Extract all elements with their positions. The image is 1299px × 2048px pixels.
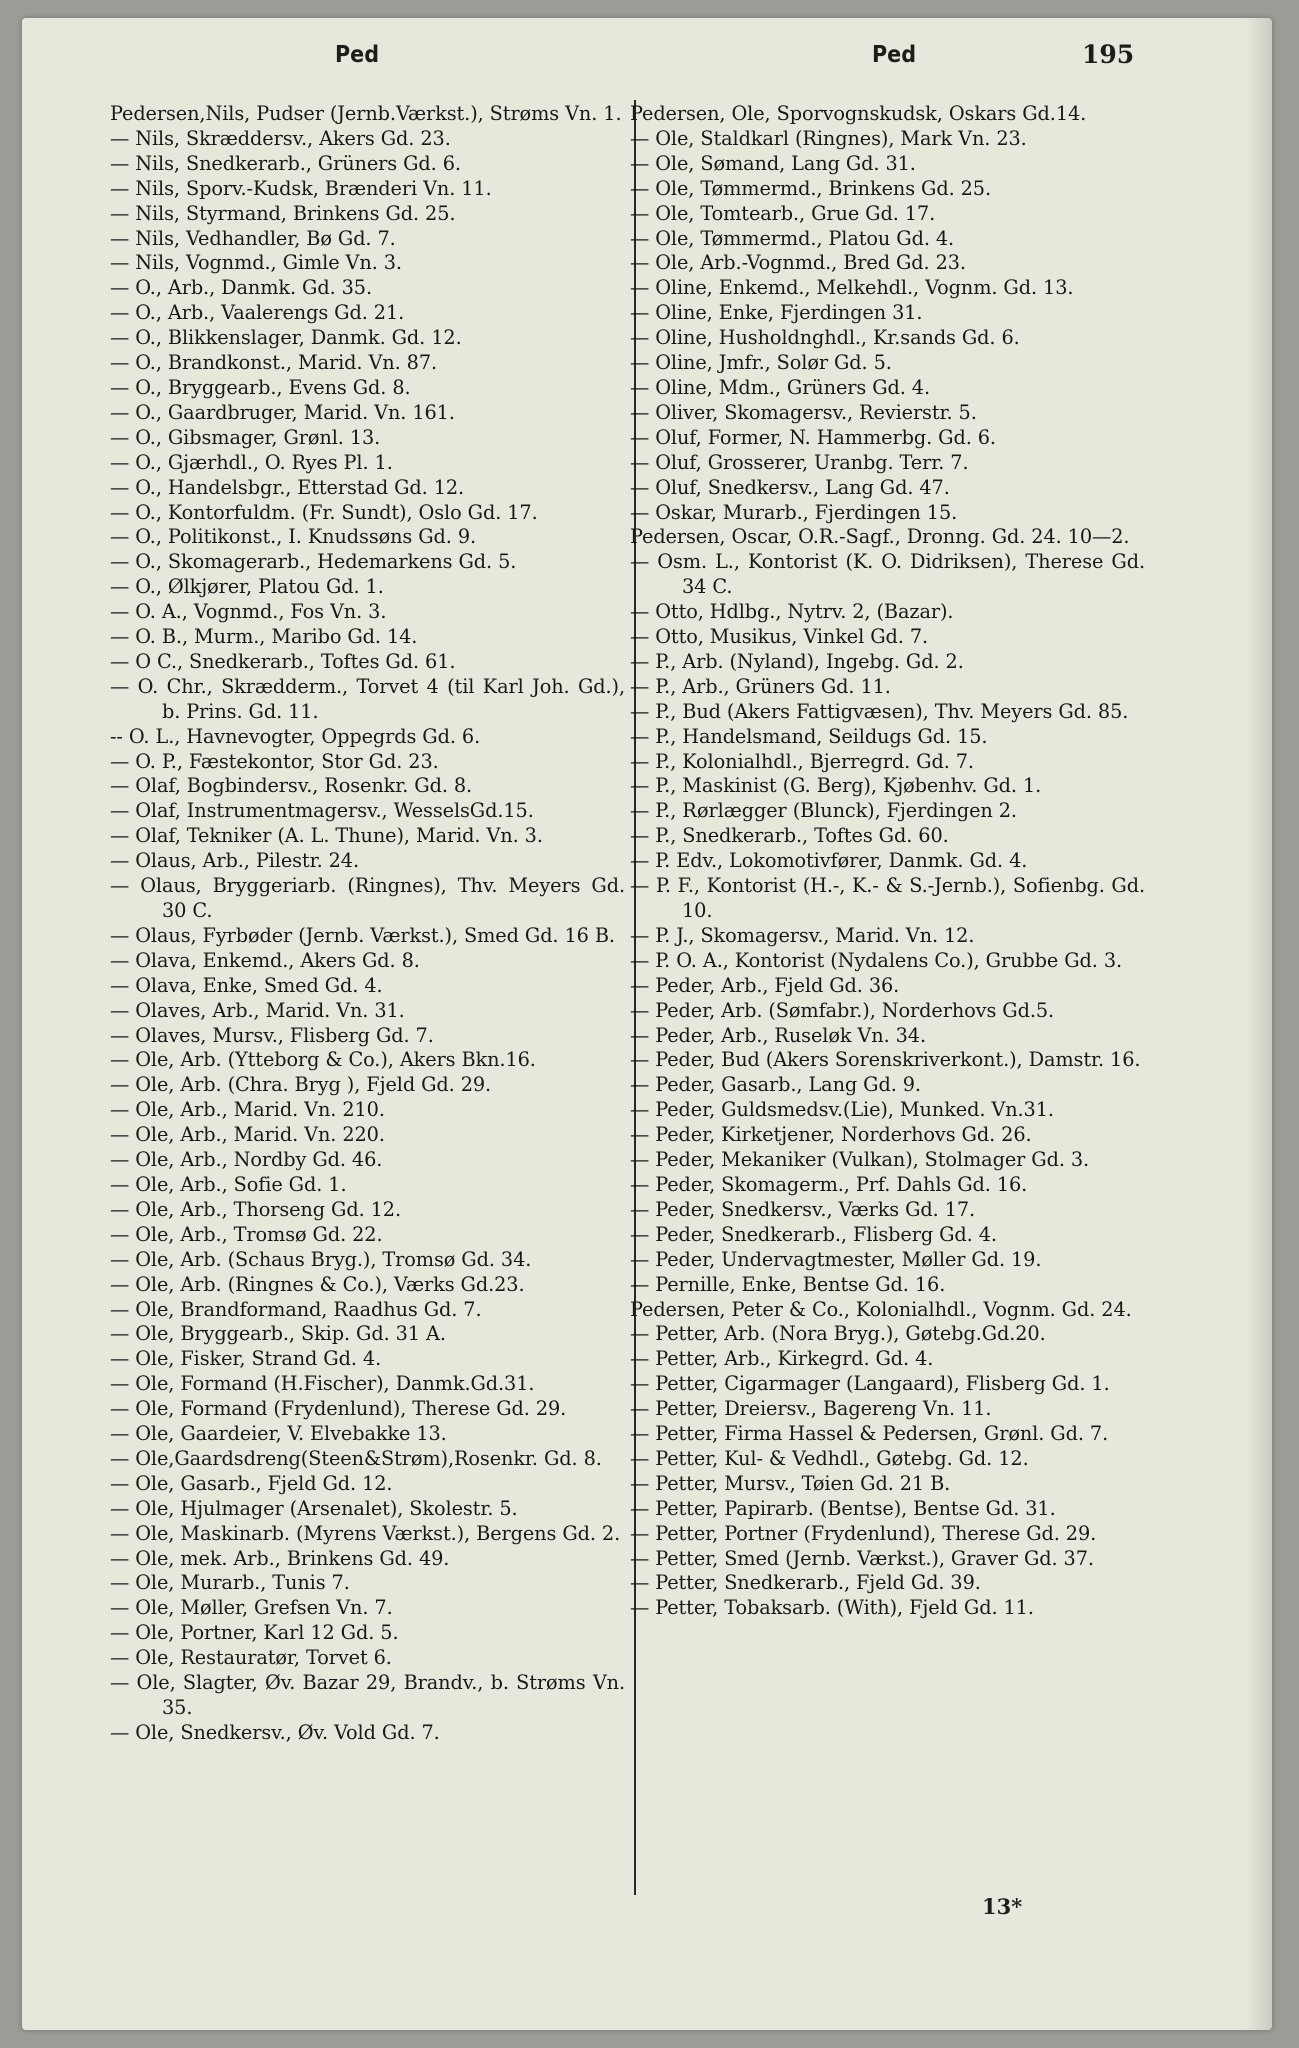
directory-entry: — Petter, Papirarb. (Bentse), Bentse Gd. 31. (630, 1496, 1056, 1520)
directory-entry: — O., Arb., Danmk. Gd. 35. (110, 276, 373, 300)
directory-entry: — Ole, Arb., Tromsø Gd. 22. (110, 1222, 383, 1246)
directory-entry: — Ole, Bryggearb., Skip. Gd. 31 A. (110, 1322, 446, 1346)
directory-entry: — Petter, Snedkerarb., Fjeld Gd. 39. (630, 1571, 981, 1595)
directory-entry: — Olaus, Fyrbøder (Jernb. Værkst.), Smed Gd. 16 B. (110, 923, 615, 947)
left-column (110, 102, 625, 1746)
directory-entry: — Ole, Staldkarl (Ringnes), Mark Vn. 23. (630, 126, 1027, 150)
directory-entry: — Ole, Arb.-Vognmd., Bred Gd. 23. (630, 251, 966, 275)
directory-entry: — Peder, Bud (Akers Sorenskriverkont.), Damstr. 16. (630, 1048, 1141, 1072)
directory-entry: — Ole, Gasarb., Fjeld Gd. 12. (110, 1471, 393, 1495)
directory-entry: — O., Gjærhdl., O. Ryes Pl. 1. (110, 450, 393, 474)
directory-entry: — Olaf, Instrumentmagersv., WesselsGd.15. (110, 799, 534, 823)
directory-entry: — P., Rørlægger (Blunck), Fjerdingen 2. (630, 799, 1017, 823)
directory-entry: Pedersen, Peter & Co., Kolonialhdl., Vognm. Gd. 24. (630, 1297, 1132, 1321)
directory-entry: — Olava, Enkemd., Akers Gd. 8. (110, 948, 420, 972)
directory-entry: — Oluf, Grosserer, Uranbg. Terr. 7. (630, 450, 969, 474)
directory-entry: — Olaus, Bryggeriarb. (Ringnes), Thv. Meyers Gd. 30 C. (110, 874, 625, 922)
directory-entry: — Peder, Snedkersv., Værks Gd. 17. (630, 1197, 976, 1221)
directory-entry: — Peder, Arb., Fjeld Gd. 36. (630, 973, 900, 997)
directory-entry: — Oline, Mdm., Grüners Gd. 4. (630, 375, 930, 399)
directory-entry: — Oluf, Former, N. Hammerbg. Gd. 6. (630, 425, 996, 449)
directory-entry: — Petter, Arb., Kirkegrd. Gd. 4. (630, 1347, 934, 1371)
directory-entry: — Peder, Arb. (Sømfabr.), Norderhovs Gd.5. (630, 998, 1055, 1022)
directory-entry: — Olaves, Mursv., Flisberg Gd. 7. (110, 1023, 434, 1047)
directory-entry: — O., Gaardbruger, Marid. Vn. 161. (110, 400, 455, 424)
directory-entry: — Oluf, Snedkersv., Lang Gd. 47. (630, 475, 950, 499)
directory-entry: — O C., Snedkerarb., Toftes Gd. 61. (110, 649, 456, 673)
directory-entry: — Ole, Murarb., Tunis 7. (110, 1571, 350, 1595)
directory-entry: — Ole, Arb., Nordby Gd. 46. (110, 1148, 383, 1172)
directory-entry: — Ole, Sømand, Lang Gd. 31. (630, 151, 916, 175)
directory-entry: — P., Kolonialhdl., Bjerregrd. Gd. 7. (630, 749, 974, 773)
directory-entry: — Peder, Gasarb., Lang Gd. 9. (630, 1073, 921, 1097)
directory-entry: — Oskar, Murarb., Fjerdingen 15. (630, 500, 958, 524)
directory-entry: — O., Blikkenslager, Danmk. Gd. 12. (110, 326, 462, 350)
directory-entry: — Peder, Kirketjener, Norderhovs Gd. 26. (630, 1123, 1032, 1147)
running-header-center: Ped (872, 42, 917, 68)
directory-entry: — Ole, Fisker, Strand Gd. 4. (110, 1347, 382, 1371)
directory-entry: — Otto, Hdlbg., Nytrv. 2, (Bazar). (630, 600, 954, 624)
directory-entry: Pedersen, Oscar, O.R.-Sagf., Dronng. Gd. 24. 10—2. (630, 525, 1130, 549)
directory-entry: — O. B., Murm., Maribo Gd. 14. (110, 625, 418, 649)
directory-entry: — O. Chr., Skrædderm., Torvet 4 (til Karl Joh. Gd.), b. Prins. Gd. 11. (110, 674, 625, 723)
directory-entry: — Ole, Arb., Marid. Vn. 210. (110, 1098, 385, 1122)
directory-entry: — Ole, Arb. (Schaus Bryg.), Tromsø Gd. 34. (110, 1247, 532, 1271)
directory-entry: Pedersen,Nils, Pudser (Jernb.Værkst.), Strøms Vn. 1. (110, 102, 622, 125)
directory-entry: — O., Politikonst., I. Knudssøns Gd. 9. (110, 525, 477, 549)
directory-entry: — Ole, Restauratør, Torvet 6. (110, 1646, 392, 1670)
directory-entry: — Petter, Mursv., Tøien Gd. 21 B. (630, 1471, 951, 1495)
directory-entry: — Oline, Enkemd., Melkehdl., Vognm. Gd. 13. (630, 276, 1074, 300)
directory-entry: — Ole, Arb., Marid. Vn. 220. (110, 1123, 385, 1147)
directory-entry: — Petter, Smed (Jernb. Værkst.), Graver Gd. 37. (630, 1546, 1094, 1570)
directory-entry: — P. O. A., Kontorist (Nydalens Co.), Grubbe Gd. 3. (630, 948, 1123, 972)
signature-mark: 13* (982, 1894, 1023, 1919)
directory-page (22, 18, 1272, 2030)
directory-entry: — Peder, Arb., Ruseløk Vn. 34. (630, 1023, 926, 1047)
directory-entry: — O., Handelsbgr., Etterstad Gd. 12. (110, 475, 465, 499)
directory-entry: — Ole, Møller, Grefsen Vn. 7. (110, 1596, 393, 1620)
directory-entry: — Olaf, Bogbindersv., Rosenkr. Gd. 8. (110, 774, 473, 798)
directory-entry: — P., Arb., Grüners Gd. 11. (630, 674, 891, 698)
directory-entry: — Petter, Kul- & Vedhdl., Gøtebg. Gd. 12. (630, 1446, 1029, 1470)
directory-entry: — O., Arb., Vaalerengs Gd. 21. (110, 301, 405, 325)
directory-entry: — Ole, Tømmermd., Brinkens Gd. 25. (630, 176, 992, 200)
directory-entry: — Peder, Undervagtmester, Møller Gd. 19. (630, 1247, 1042, 1271)
directory-entry: — Ole, Portner, Karl 12 Gd. 5. (110, 1621, 399, 1645)
directory-entry: — Olava, Enke, Smed Gd. 4. (110, 973, 383, 997)
directory-entry: — Ole, mek. Arb., Brinkens Gd. 49. (110, 1546, 450, 1570)
directory-entry: — Ole, Arb. (Ringnes & Co.), Værks Gd.23. (110, 1272, 525, 1296)
directory-entry: — Ole,Gaardsdreng(Steen&Strøm),Rosenkr. Gd. 8. (110, 1446, 602, 1470)
directory-entry: — Osm. L., Kontorist (K. O. Didriksen), Therese Gd. 34 C. (630, 550, 1145, 599)
directory-entry: — Ole, Arb., Thorseng Gd. 12. (110, 1197, 401, 1221)
directory-entry: — Ole, Arb., Sofie Gd. 1. (110, 1172, 347, 1196)
directory-entry: — Ole, Arb. (Ytteborg & Co.), Akers Bkn.16. (110, 1048, 536, 1072)
directory-entry: — Petter, Firma Hassel & Pedersen, Grønl. Gd. 7. (630, 1422, 1109, 1446)
directory-entry: — Petter, Dreiersv., Bagereng Vn. 11. (630, 1397, 992, 1421)
directory-entry: — P., Handelsmand, Seildugs Gd. 15. (630, 724, 988, 748)
directory-entry: — O. A., Vognmd., Fos Vn. 3. (110, 600, 387, 624)
directory-entry: — Ole, Snedkersv., Øv. Vold Gd. 7. (110, 1720, 440, 1744)
directory-entry: — Nils, Vognmd., Gimle Vn. 3. (110, 251, 402, 275)
directory-entry: — O., Kontorfuldm. (Fr. Sundt), Oslo Gd. 17. (110, 500, 538, 524)
directory-entry: — Olaves, Arb., Marid. Vn. 31. (110, 998, 405, 1022)
directory-entry: — Olaf, Tekniker (A. L. Thune), Marid. Vn. 3. (110, 824, 543, 848)
directory-entry: — Ole, Tømmermd., Platou Gd. 4. (630, 226, 955, 250)
directory-entry: — Ole, Slagter, Øv. Bazar 29, Brandv., b. Strøms Vn. 35. (110, 1671, 625, 1719)
directory-entry: Pedersen, Ole, Sporvognskudsk, Oskars Gd.14. (630, 102, 1087, 125)
directory-entry: — O. P., Fæstekontor, Stor Gd. 23. (110, 749, 439, 773)
directory-entry: — Petter, Tobaksarb. (With), Fjeld Gd. 11. (630, 1596, 1034, 1620)
directory-entry: — P. Edv., Lokomotivfører, Danmk. Gd. 4. (630, 849, 1028, 873)
directory-entry: — O., Bryggearb., Evens Gd. 8. (110, 375, 411, 399)
directory-entry: — O., Skomagerarb., Hedemarkens Gd. 5. (110, 550, 517, 574)
directory-entry: — Olaus, Arb., Pilestr. 24. (110, 849, 360, 873)
directory-entry: — Oliver, Skomagersv., Revierstr. 5. (630, 400, 977, 424)
directory-entry: — O., Gibsmager, Grønl. 13. (110, 425, 381, 449)
directory-entry: — Oline, Jmfr., Solør Gd. 5. (630, 351, 892, 375)
directory-entry: — Oline, Husholdnghdl., Kr.sands Gd. 6. (630, 326, 1020, 350)
directory-entry: — Petter, Portner (Frydenlund), Therese Gd. 29. (630, 1521, 1097, 1545)
directory-entry: — Peder, Skomagerm., Prf. Dahls Gd. 16. (630, 1172, 1028, 1196)
directory-entry: — Ole, Gaardeier, V. Elvebakke 13. (110, 1422, 447, 1446)
running-header-left: Ped (335, 42, 380, 68)
directory-entry: — Ole, Arb. (Chra. Bryg ), Fjeld Gd. 29. (110, 1073, 492, 1097)
directory-entry: — Ole, Hjulmager (Arsenalet), Skolestr. 5. (110, 1496, 518, 1520)
directory-entry: -- O. L., Havnevogter, Oppegrds Gd. 6. (110, 724, 481, 748)
directory-entry: — O., Brandkonst., Marid. Vn. 87. (110, 351, 438, 375)
directory-entry: — Ole, Formand (H.Fischer), Danmk.Gd.31. (110, 1372, 535, 1396)
directory-entry: — Ole, Tomtearb., Grue Gd. 17. (630, 201, 936, 225)
directory-entry: — Otto, Musikus, Vinkel Gd. 7. (630, 625, 929, 649)
directory-entry: — Oline, Enke, Fjerdingen 31. (630, 301, 923, 325)
directory-entry: — Nils, Snedkerarb., Grüners Gd. 6. (110, 151, 461, 175)
directory-entry: — Nils, Vedhandler, Bø Gd. 7. (110, 226, 396, 250)
right-column (630, 102, 1145, 1621)
directory-entry: — P. F., Kontorist (H.-, K.- & S.-Jernb.), Sofienbg. Gd. 10. (630, 874, 1145, 922)
directory-entry: — Peder, Guldsmedsv.(Lie), Munked. Vn.31. (630, 1098, 1054, 1122)
directory-entry: — Nils, Styrmand, Brinkens Gd. 25. (110, 201, 456, 225)
directory-entry: — Nils, Skræddersv., Akers Gd. 23. (110, 126, 451, 150)
page-number: 195 (1082, 40, 1135, 69)
directory-entry: — P. J., Skomagersv., Marid. Vn. 12. (630, 923, 975, 947)
directory-entry: — P., Arb. (Nyland), Ingebg. Gd. 2. (630, 649, 964, 673)
directory-entry: — Petter, Cigarmager (Langaard), Flisberg Gd. 1. (630, 1372, 1110, 1396)
directory-entry: — P., Bud (Akers Fattigvæsen), Thv. Meyers Gd. 85. (630, 699, 1129, 723)
directory-entry: — Ole, Formand (Frydenlund), Therese Gd. 29. (110, 1397, 567, 1421)
directory-entry: — Peder, Mekaniker (Vulkan), Stolmager Gd. 3. (630, 1148, 1090, 1172)
directory-entry: — Pernille, Enke, Bentse Gd. 16. (630, 1272, 946, 1296)
directory-entry: — Petter, Arb. (Nora Bryg.), Gøtebg.Gd.20. (630, 1322, 1046, 1346)
directory-entry: — P., Maskinist (G. Berg), Kjøbenhv. Gd. 1. (630, 774, 1042, 798)
directory-entry: — Ole, Maskinarb. (Myrens Værkst.), Bergens Gd. 2. (110, 1521, 621, 1545)
directory-entry: — Peder, Snedkerarb., Flisberg Gd. 4. (630, 1222, 997, 1246)
directory-entry: — Ole, Brandformand, Raadhus Gd. 7. (110, 1297, 482, 1321)
directory-entry: — O., Ølkjører, Platou Gd. 1. (110, 575, 384, 599)
directory-entry: — Nils, Sporv.-Kudsk, Brænderi Vn. 11. (110, 176, 492, 200)
directory-entry: — P., Snedkerarb., Toftes Gd. 60. (630, 824, 949, 848)
page-edge-shadow (1246, 18, 1272, 2030)
